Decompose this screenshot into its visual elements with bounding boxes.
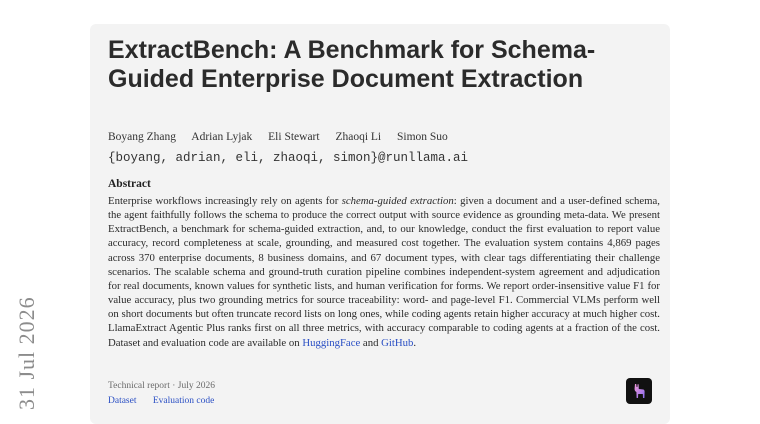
paper-card — [90, 24, 670, 424]
llama-icon-glyph — [630, 382, 648, 400]
author-name: Simon Suo — [397, 131, 448, 143]
huggingface-link[interactable]: HuggingFace — [302, 336, 361, 349]
author-emails: {boyang, adrian, eli, zhaoqi, simon}@runllama.ai — [108, 151, 469, 165]
author-name: Boyang Zhang — [108, 131, 177, 143]
author-name: Adrian Lyjak — [191, 131, 253, 143]
author-name: Zhaoqi Li — [335, 131, 382, 143]
abstract-heading: Abstract — [108, 178, 151, 190]
resource-links — [108, 396, 228, 406]
report-info: Technical report · July 2026 — [108, 381, 215, 391]
dataset-link[interactable]: Dataset — [108, 396, 137, 406]
author-list — [108, 131, 461, 143]
abstract-emphasis: schema-guided extraction — [341, 195, 454, 207]
paper-title: ExtractBench: A Benchmark for Schema-Guided Enterprise Document Extraction — [108, 36, 596, 93]
arxiv-side-date: 31 Jul 2026 — [14, 296, 39, 410]
abstract-text: Enterprise workflows increasingly rely on agents for — [108, 195, 342, 207]
abstract-text: . — [413, 336, 417, 349]
author-name: Eli Stewart — [268, 131, 320, 143]
llama-icon — [626, 378, 652, 404]
abstract-text: and — [360, 336, 382, 349]
abstract-body — [108, 194, 660, 350]
evaluation-code-link[interactable]: Evaluation code — [152, 396, 215, 406]
github-link[interactable]: GitHub — [381, 336, 414, 349]
abstract-text: : given a document and a user-defined schema, the agent faithfully follows the schema to produce the correct output with source evidence as grounding meta-data. We present ExtractBench, a benchmark for schema-guided extraction, and, to our knowledge, conduct the first evaluation to report value accuracy, record completeness at scale, grounding, and measured cost together. The evaluation system contains 4,869 pages across 370 enterprise documents, 8 business domains, and 67 document types, with clear tags differentiating their challenge scenarios. The scalable schema and ground-truth curation pipeline combines independent-system agreement and adjudication for real documents, known values for synthetic lists, and human verification for forms. We report order-insensitive value F1 for value accuracy, plus two grounding metrics for source traceability: word- and page-level F1. Commercial VLMs perform well on short documents but often truncate record lists on long ones, while coding agents retain higher accuracy at much higher cost. LlamaExtract Agentic Plus ranks first on all three metrics, with accuracy comparable to coding agents at a fraction of the cost. Dataset and evaluation code are available on — [108, 195, 660, 349]
